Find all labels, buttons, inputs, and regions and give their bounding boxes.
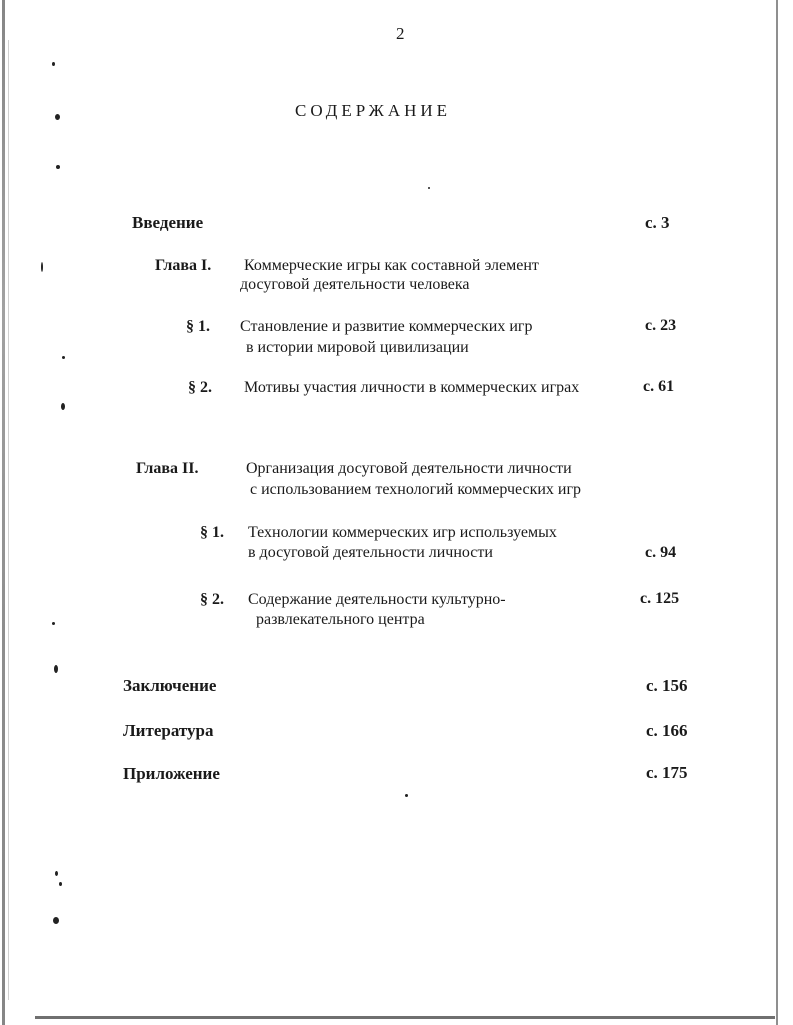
- scan-speck: [59, 882, 62, 886]
- chapter2-section2-label: § 2.: [200, 591, 224, 608]
- toc-heading: СОДЕРЖАНИЕ: [295, 101, 452, 120]
- scan-speck: [405, 794, 408, 797]
- scan-speck: [52, 62, 55, 66]
- toc-literature-page: с. 166: [646, 721, 688, 740]
- chapter1-section1-title-line2: в истории мировой цивилизации: [246, 339, 469, 356]
- chapter1-section2-label: § 2.: [188, 379, 212, 396]
- scan-speck: [62, 356, 65, 359]
- scan-speck: [56, 165, 60, 169]
- chapter1-title-line1: Коммерческие игры как составной элемент: [244, 257, 539, 274]
- toc-appendix-label: Приложение: [123, 764, 220, 783]
- toc-intro-page: с. 3: [645, 213, 670, 232]
- chapter2-title-line1: Организация досуговой деятельности личности: [246, 460, 572, 477]
- chapter2-section2-title-line1: Содержание деятельности культурно-: [248, 591, 506, 608]
- chapter2-section1-page: с. 94: [645, 544, 677, 561]
- toc-literature-label: Литература: [123, 721, 214, 740]
- toc-intro-label: Введение: [132, 213, 204, 232]
- scan-edge-right: [776, 0, 778, 1025]
- chapter1-title-line2: досуговой деятельности человека: [240, 276, 470, 293]
- scan-speck: [52, 622, 55, 625]
- scan-speck: [53, 917, 59, 924]
- chapter2-section1-title-line1: Технологии коммерческих игр используемых: [248, 524, 557, 541]
- scan-speck: [54, 665, 58, 673]
- chapter1-label: Глава I.: [155, 257, 212, 274]
- scan-speck: [55, 871, 58, 876]
- chapter2-section1-title-line2: в досуговой деятельности личности: [248, 544, 493, 561]
- chapter2-section1-label: § 1.: [200, 524, 224, 541]
- scan-speck: [55, 114, 60, 120]
- scan-edge-bottom: [35, 1016, 775, 1019]
- scan-speck: [41, 262, 43, 272]
- chapter1-section2-page: с. 61: [643, 378, 675, 395]
- scan-speck: [428, 187, 430, 189]
- toc-appendix-page: с. 175: [646, 763, 688, 782]
- chapter2-label: Глава II.: [136, 460, 199, 477]
- chapter2-title-line2: с использованием технологий коммерческих игр: [250, 481, 582, 498]
- scan-edge-left-inner: [8, 40, 9, 1000]
- scan-edge-left: [2, 0, 5, 1025]
- scan-speck: [61, 403, 65, 410]
- chapter1-section1-title-line1: Становление и развитие коммерческих игр: [240, 318, 533, 335]
- chapter2-section2-page: с. 125: [640, 590, 680, 607]
- chapter1-section1-page: с. 23: [645, 317, 677, 334]
- chapter2-section2-title-line2: развлекательного центра: [256, 611, 425, 628]
- toc-conclusion-page: с. 156: [646, 676, 688, 695]
- chapter1-section1-label: § 1.: [186, 318, 210, 335]
- chapter1-section2-title-line1: Мотивы участия личности в коммерческих играх: [244, 379, 580, 396]
- toc-conclusion-label: Заключение: [123, 676, 217, 695]
- page-number: 2: [396, 24, 405, 43]
